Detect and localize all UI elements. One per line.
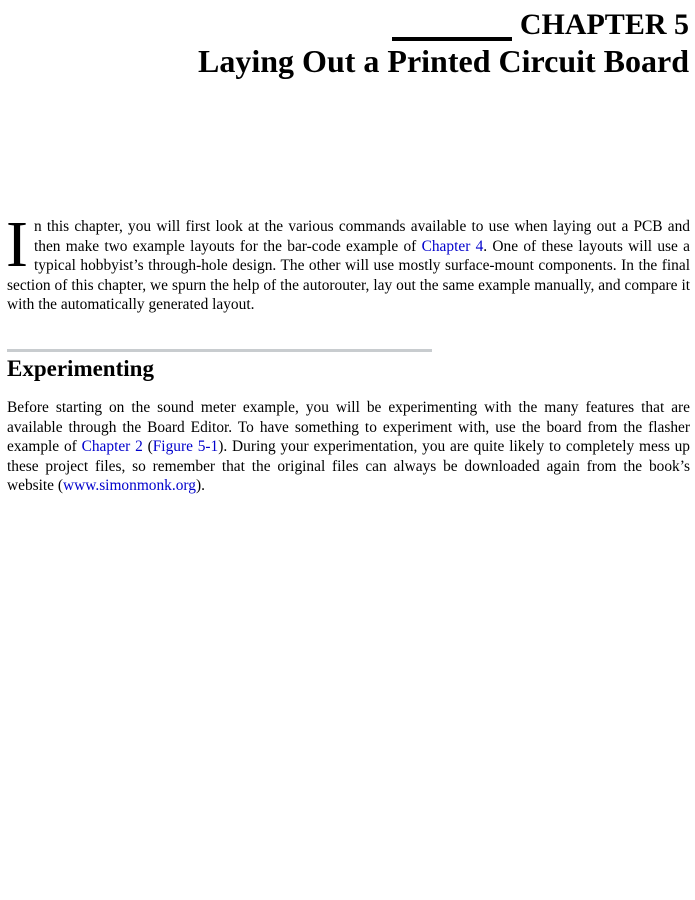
website-link[interactable]: www.simonmonk.org [63, 477, 196, 494]
chapter-title: Laying Out a Printed Circuit Board [198, 43, 689, 79]
figure-5-1-link[interactable]: Figure 5-1 [152, 438, 219, 455]
section-text-part4: ). [195, 477, 205, 494]
section-text-part3: ). During your experimentation, you are quite likely to completely mess up these project files, so remember that the original files can always be downloaded again from the book’s website ( [7, 438, 691, 494]
section-paragraph [7, 398, 690, 496]
section-divider [7, 349, 432, 352]
intro-text-start: n this chapter, you will first look at the various commands available to use when laying out a PCB and then make two example layouts for the bar-code example of [33, 218, 690, 255]
chapter-rule [392, 37, 512, 41]
section-heading: Experimenting [7, 356, 154, 381]
chapter-4-link[interactable]: Chapter 4 [421, 237, 484, 255]
drop-cap: I [6, 208, 28, 281]
chapter-2-link[interactable]: Chapter 2 [81, 438, 143, 455]
section-text-part2: ( [142, 438, 153, 455]
intro-text-end: . One of these layouts will use a typical hobbyist’s through-hole design. The other will use mostly surface-mount components. In the final section of this chapter, we spurn the help of the autorouter, lay out the same example manually, and compare it with the automatically generated layout. [7, 237, 690, 313]
section-text-part1: Before starting on the sound meter example, you will be experimenting with the many features that are available through the Board Editor. To have something to experiment with, use the board from the flasher example of [7, 399, 690, 455]
intro-paragraph [6, 208, 690, 315]
chapter-label: CHAPTER 5 [519, 8, 689, 41]
